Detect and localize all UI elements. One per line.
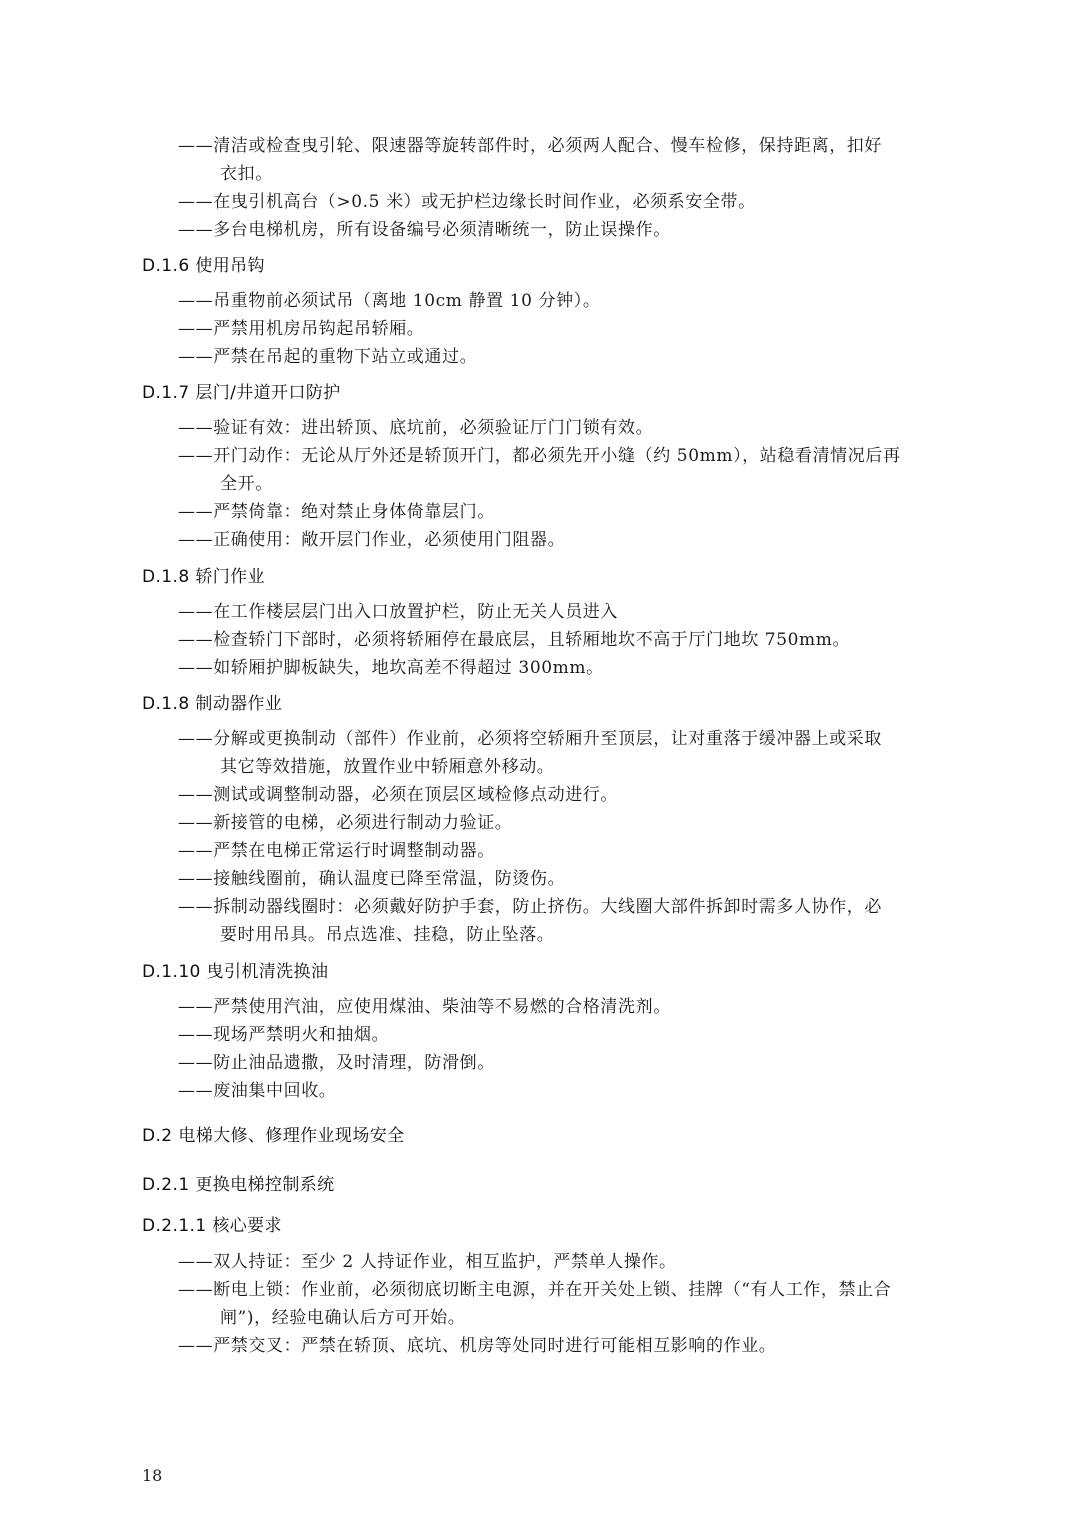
d110-item-4 <box>178 1077 948 1105</box>
page-number: 18 <box>142 1466 163 1485</box>
d17-item-3-line-1: ——严禁倚靠：绝对禁止身体倚靠层门。 <box>178 502 495 522</box>
section-d211-heading: D.2.1.1 核心要求 <box>142 1216 282 1236</box>
d110-item-1-line-1: ——严禁使用汽油，应使用煤油、柴油等不易燃的合格清洗剂。 <box>178 997 671 1017</box>
d211-item-2 <box>178 1276 948 1332</box>
d17-item-2-line-2: 全开。 <box>220 474 273 494</box>
d17-item-4-line-1: ——正确使用：敞开层门作业，必须使用门阻器。 <box>178 530 566 550</box>
intro-item-3-line-1: ——多台电梯机房，所有设备编号必须清晰统一，防止误操作。 <box>178 220 671 240</box>
d18b-item-2 <box>178 781 948 809</box>
d16-item-2-line-1: ——严禁用机房吊钩起吊轿厢。 <box>178 319 425 339</box>
d18b-item-4-line-1: ——严禁在电梯正常运行时调整制动器。 <box>178 841 495 861</box>
intro-item-1-line-2: 衣扣。 <box>220 164 273 184</box>
d18b-item-2-line-1: ——测试或调整制动器，必须在顶层区域检修点动进行。 <box>178 785 618 805</box>
d211-item-1-line-1: ——双人持证：至少 2 人持证作业，相互监护，严禁单人操作。 <box>178 1252 677 1272</box>
d17-item-2-line-1: ——开门动作：无论从厅外还是轿顶开门，都必须先开小缝（约 50mm），站稳看清情况后再 <box>178 446 901 466</box>
intro-item-2 <box>178 188 948 216</box>
d16-item-3-line-1: ——严禁在吊起的重物下站立或通过。 <box>178 347 478 367</box>
d16-item-2 <box>178 315 948 343</box>
d110-item-3 <box>178 1049 948 1077</box>
section-d16-heading: D.1.6 使用吊钩 <box>142 256 265 276</box>
d18a-item-1-line-1: ——在工作楼层层门出入口放置护栏，防止无关人员进入 <box>178 602 618 622</box>
d16-item-1 <box>178 287 948 315</box>
d16-item-3 <box>178 343 948 371</box>
d18b-item-1-line-1: ——分解或更换制动（部件）作业前，必须将空轿厢升至顶层，让对重落于缓冲器上或采取 <box>178 729 882 749</box>
section-d110-heading: D.1.10 曳引机清洗换油 <box>142 962 329 982</box>
section-d17-heading: D.1.7 层门/井道开口防护 <box>142 383 341 403</box>
d18a-item-2 <box>178 626 948 654</box>
intro-item-1 <box>178 132 948 188</box>
d18b-item-6-line-1: ——拆制动器线圈时：必须戴好防护手套，防止挤伤。大线圈大部件拆卸时需多人协作，必 <box>178 897 882 917</box>
d211-item-2-line-2: 闸”)，经验电确认后方可开始。 <box>220 1308 466 1328</box>
d18a-item-3 <box>178 654 948 682</box>
d18a-item-1 <box>178 598 948 626</box>
d18b-item-5 <box>178 865 948 893</box>
section-d2-heading: D.2 电梯大修、修理作业现场安全 <box>142 1126 405 1146</box>
d18b-item-6-line-2: 要时用吊具。吊点选准、挂稳，防止坠落。 <box>220 925 555 945</box>
d18b-item-5-line-1: ——接触线圈前，确认温度已降至常温，防烫伤。 <box>178 869 566 889</box>
d18b-item-3-line-1: ——新接管的电梯，必须进行制动力验证。 <box>178 813 513 833</box>
d16-item-1-line-1: ——吊重物前必须试吊（离地 10cm 静置 10 分钟）。 <box>178 291 601 311</box>
d18b-item-1-line-2: 其它等效措施，放置作业中轿厢意外移动。 <box>220 757 555 777</box>
intro-item-3 <box>178 216 948 244</box>
d110-item-1 <box>178 993 948 1021</box>
section-d21-heading: D.2.1 更换电梯控制系统 <box>142 1175 335 1195</box>
d17-item-1 <box>178 414 948 442</box>
intro-item-2-line-1: ——在曳引机高台（>0.5 米）或无护栏边缘长时间作业，必须系安全带。 <box>178 192 756 212</box>
d110-item-2-line-1: ——现场严禁明火和抽烟。 <box>178 1025 390 1045</box>
d211-item-3-line-1: ——严禁交叉：严禁在轿顶、底坑、机房等处同时进行可能相互影响的作业。 <box>178 1336 777 1356</box>
d17-item-3 <box>178 498 948 526</box>
d18b-item-6 <box>178 893 948 949</box>
intro-item-1-line-1: ——清洁或检查曳引轮、限速器等旋转部件时，必须两人配合、慢车检修，保持距离，扣好 <box>178 136 882 156</box>
d17-item-2 <box>178 442 948 498</box>
d110-item-4-line-1: ——废油集中回收。 <box>178 1081 337 1101</box>
d211-item-1 <box>178 1248 948 1276</box>
d18a-item-3-line-1: ——如轿厢护脚板缺失，地坎高差不得超过 300mm。 <box>178 658 604 678</box>
d211-item-3 <box>178 1332 948 1360</box>
d211-item-2-line-1: ——断电上锁：作业前，必须彻底切断主电源，并在开关处上锁、挂牌（“有人工作，禁止合 <box>178 1280 892 1300</box>
section-d18a-heading: D.1.8 轿门作业 <box>142 567 265 587</box>
d110-item-3-line-1: ——防止油品遗撒，及时清理，防滑倒。 <box>178 1053 495 1073</box>
d17-item-4 <box>178 526 948 554</box>
d17-item-1-line-1: ——验证有效：进出轿顶、底坑前，必须验证厅门门锁有效。 <box>178 418 654 438</box>
d18a-item-2-line-1: ——检查轿门下部时，必须将轿厢停在最底层，且轿厢地坎不高于厅门地坎 750mm。 <box>178 630 851 650</box>
d18b-item-4 <box>178 837 948 865</box>
d110-item-2 <box>178 1021 948 1049</box>
d18b-item-3 <box>178 809 948 837</box>
section-d18b-heading: D.1.8 制动器作业 <box>142 694 283 714</box>
d18b-item-1 <box>178 725 948 781</box>
